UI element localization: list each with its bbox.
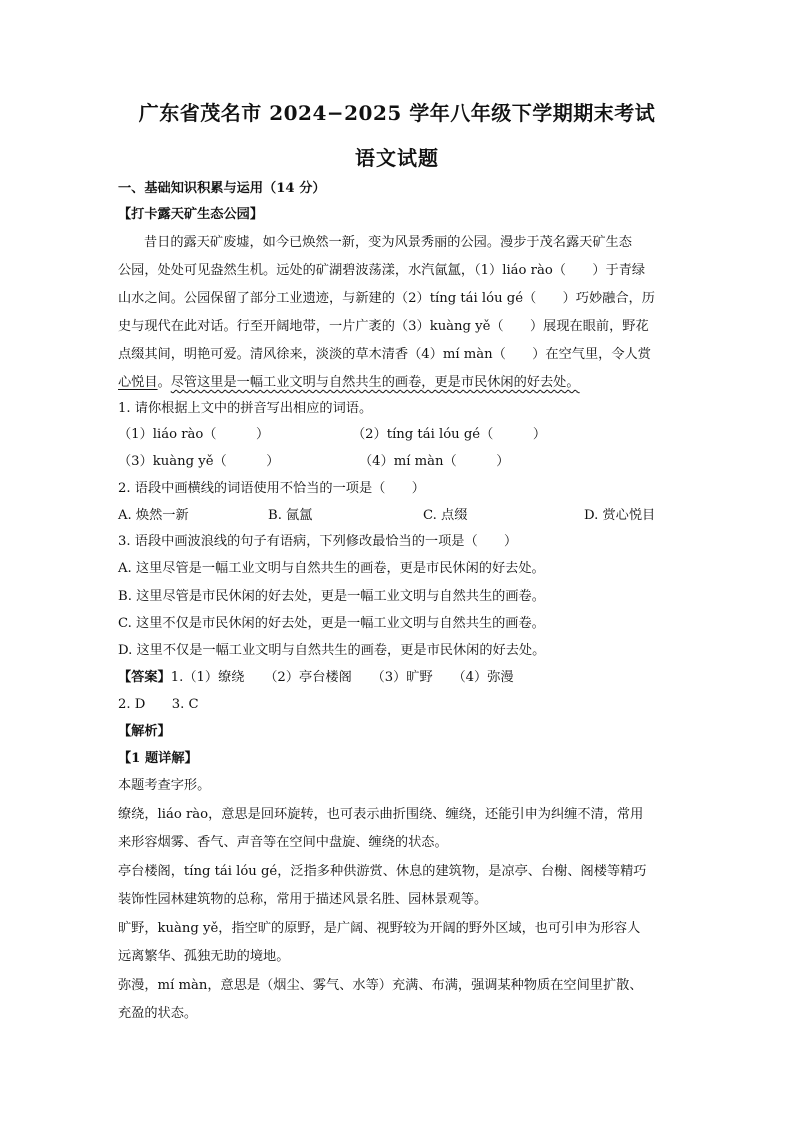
topic-heading: 【打卡露天矿生态公园】: [118, 207, 264, 222]
analysis-p3-line-1: 旷野，kuàng yě，指空旷的原野，是广阔、视野较为开阔的野外区域，也可引申为形容人: [118, 921, 641, 936]
analysis-intro: 本题考查字形。: [118, 778, 211, 793]
analysis-p4-line-1: 弥漫，mí màn，意思是（烟尘、雾气、水等）充满、布满，强调某种物质在空间里扩散、: [118, 978, 643, 993]
q2-option-b: B. 氤氲: [268, 508, 313, 523]
answer-text-1: 1.（1）缭绕 （2）亭台楼阁 （3）旷野 （4）弥漫: [170, 670, 514, 685]
section-heading: 一、基础知识积累与运用（14 分）: [118, 181, 326, 196]
answer-line-2: 2. D 3. C: [118, 697, 199, 712]
analysis-p3-line-2: 远离繁华、孤独无助的境地。: [118, 949, 290, 964]
q2-option-c: C. 点缀: [423, 508, 468, 523]
q3-option-c: C. 这里不仅是市民休闲的好去处，更是一幅工业文明与自然共生的画卷。: [118, 616, 545, 631]
q2-option-d: D. 赏心悦目: [584, 508, 656, 523]
passage-line-3: 山水之间。公园保留了部分工业遗迹，与新建的（2）tíng tái lóu gé（ ）巧妙融合，历: [118, 291, 655, 306]
period: 。: [157, 375, 171, 390]
passage-line-5: 点缀其间，明艳可爱。清风徐来，淡淡的草木清香（4）mí màn（ ）在空气里，令人赏: [118, 347, 651, 362]
q2-option-a: A. 焕然一新: [118, 508, 189, 523]
exam-subtitle: 语文试题: [355, 146, 439, 170]
q1-stem: 1. 请你根据上文中的拼音写出相应的词语。: [118, 401, 373, 416]
answer-label: 【答案】: [118, 670, 171, 685]
q3-option-b: B. 这里尽管是市民休闲的好去处，更是一幅工业文明与自然共生的画卷。: [118, 589, 545, 604]
passage-line-2: 公园，处处可见盎然生机。远处的矿湖碧波荡漾，水汽氤氲，（1）liáo rào（ ）于青绿: [118, 263, 646, 278]
analysis-p4-line-2: 充盈的状态。: [118, 1006, 198, 1021]
passage-text: 昔日的露天矿废墟，如今已焕然一新，变为风景秀丽的公园。漫步于茂名露天矿生态: [144, 235, 632, 250]
passage-line-1: [144, 233, 632, 253]
q1-item-1: （1）liáo rào（ ）: [118, 427, 270, 442]
q3-option-d: D. 这里不仅是一幅工业文明与自然共生的画卷，更是市民休闲的好去处。: [118, 643, 546, 658]
analysis-p1-line-2: 来形容烟雾、香气、声音等在空间中盘旋、缠绕的状态。: [118, 835, 448, 850]
answer-line-1: [118, 668, 514, 688]
q3-stem: 3. 语段中画波浪线的句子有语病，下列修改最恰当的一项是（ ）: [118, 534, 518, 549]
q2-stem: 2. 语段中画横线的词语使用不恰当的一项是（ ）: [118, 481, 425, 496]
analysis-p1-line-1: 缭绕，liáo rào，意思是回环旋转，也可表示曲折围绕、缠绕，还能引申为纠缠不清，常用: [118, 807, 644, 822]
analysis-label: 【解析】: [118, 724, 171, 739]
wavy-underlined-sentence: 尽管这里是一幅工业文明与自然共生的画卷，更是市民休闲的好去处。: [170, 375, 580, 390]
passage-line-6: [118, 373, 580, 393]
analysis-p2-line-2: 装饰性园林建筑物的总称，常用于描述风景名胜、园林景观等。: [118, 892, 488, 907]
passage-line-4: 史与现代在此对话。行至开阔地带，一片广袤的（3）kuàng yě（ ）展现在眼前，野花: [118, 319, 649, 334]
q1-item-4: （4）mí màn（ ）: [359, 454, 510, 469]
q1-item-3: （3）kuàng yě（ ）: [118, 454, 280, 469]
q3-option-a: A. 这里尽管是一幅工业文明与自然共生的画卷，更是市民休闲的好去处。: [118, 561, 545, 576]
underlined-word: 心悦目: [118, 375, 158, 390]
analysis-detail-heading: 【1 题详解】: [118, 751, 198, 766]
exam-title: 广东省茂名市 2024−2025 学年八年级下学期期末考试: [138, 101, 656, 125]
q1-item-2: （2）tíng tái lóu gé（ ）: [352, 427, 547, 442]
analysis-p2-line-1: 亭台楼阁，tíng tái lóu gé，泛指多种供游赏、休息的建筑物，是凉亭、台榭、阁楼等精巧: [118, 864, 647, 879]
